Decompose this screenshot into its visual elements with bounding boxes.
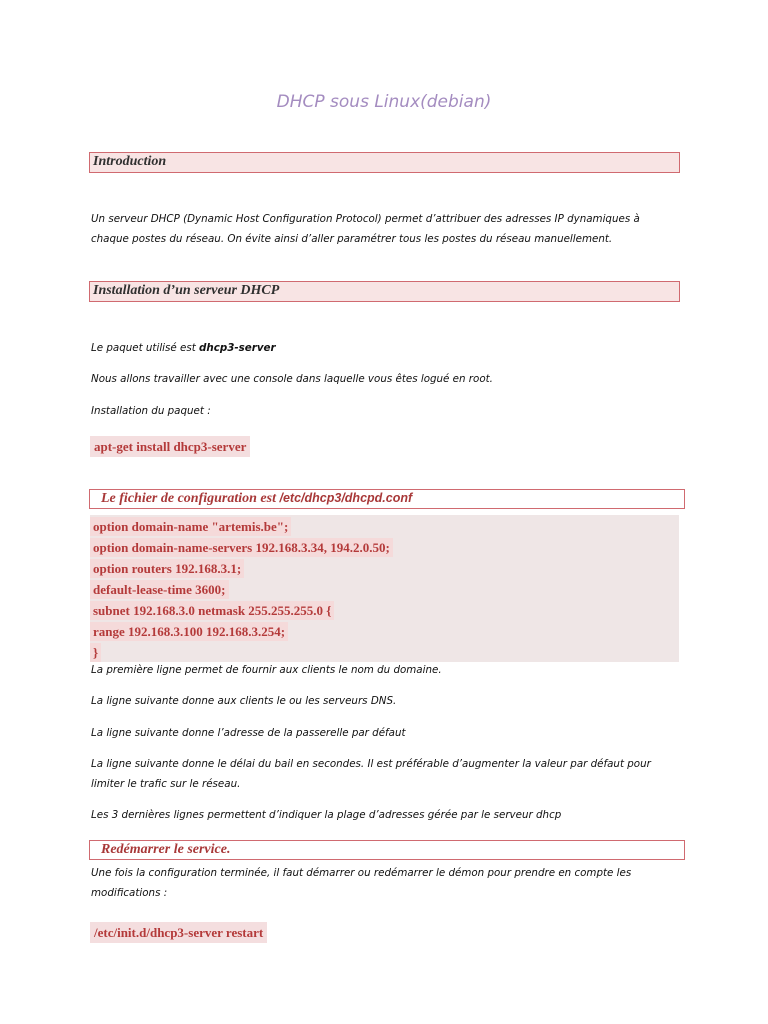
config-line: } xyxy=(90,643,101,662)
explanation-fifth: Les 3 dernières lignes permettent d’indiquer la plage d’adresses gérée par le serveur dhcp xyxy=(91,809,562,821)
config-line: subnet 192.168.3.0 netmask 255.255.255.0 { xyxy=(90,601,334,620)
config-line: option domain-name-servers 192.168.3.34, 194.2.0.50; xyxy=(90,538,393,557)
section-heading-restart: Redémarrer le service. xyxy=(89,840,685,860)
config-line: option domain-name "artemis.be"; xyxy=(90,517,291,536)
config-line: range 192.168.3.100 192.168.3.254; xyxy=(90,622,288,641)
section-heading-config xyxy=(89,489,685,509)
restart-command: /etc/init.d/dhcp3-server restart xyxy=(90,922,267,943)
intro-line-1: Un serveur DHCP (Dynamic Host Configuration Protocol) permet d’attribuer des adresses IP dynamiques à xyxy=(91,213,640,225)
explanation-fourth xyxy=(91,754,671,794)
explanation-second: La ligne suivante donne aux clients le ou les serveurs DNS. xyxy=(91,695,397,707)
package-prefix: Le paquet utilisé est xyxy=(91,342,200,354)
package-name: dhcp3-server xyxy=(199,342,276,354)
config-line: default-lease-time 3600; xyxy=(90,580,229,599)
explanation-fourth-line-1: La ligne suivante donne le délai du bail en secondes. Il est préférable d’augmenter la valeur par défaut pour xyxy=(91,758,651,770)
explanation-fourth-line-2: limiter le trafic sur le réseau. xyxy=(91,778,241,790)
package-paragraph xyxy=(91,338,671,358)
explanation-third: La ligne suivante donne l’adresse de la passerelle par défaut xyxy=(91,727,406,739)
section-heading-installation: Installation d’un serveur DHCP xyxy=(89,281,680,302)
install-command: apt-get install dhcp3-server xyxy=(90,436,250,457)
explanation-first: La première ligne permet de fournir aux clients le nom du domaine. xyxy=(91,664,442,676)
console-note: Nous allons travailler avec une console dans laquelle vous êtes logué en root. xyxy=(91,373,493,385)
section-heading-introduction: Introduction xyxy=(89,152,680,173)
restart-line-2: modifications : xyxy=(91,887,168,899)
config-line: option routers 192.168.3.1; xyxy=(90,559,244,578)
install-label: Installation du paquet : xyxy=(91,405,211,417)
config-code-block xyxy=(90,515,679,662)
restart-paragraph xyxy=(91,863,671,903)
config-heading-prefix: Le fichier de configuration est xyxy=(101,491,280,506)
config-heading-path: /etc/dhcp3/dhcpd.conf xyxy=(279,491,413,505)
intro-line-2: chaque postes du réseau. On évite ainsi d’aller paramétrer tous les postes du réseau manuellement. xyxy=(91,233,613,245)
page-title: DHCP sous Linux(debian) xyxy=(276,92,492,112)
restart-line-1: Une fois la configuration terminée, il faut démarrer ou redémarrer le démon pour prendre en compte les xyxy=(91,867,632,879)
intro-paragraph xyxy=(91,209,671,249)
